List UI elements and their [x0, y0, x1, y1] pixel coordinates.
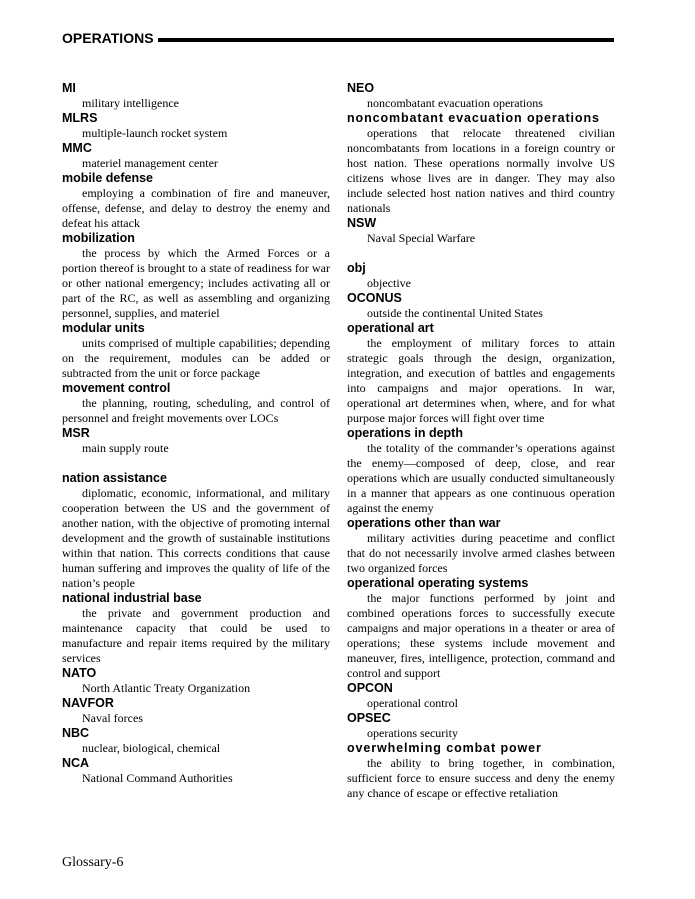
glossary-entry [62, 426, 330, 456]
glossary-entry [62, 696, 330, 726]
glossary-entry [347, 216, 615, 246]
glossary-term: operational operating systems [347, 576, 529, 590]
glossary-entry [347, 681, 615, 711]
glossary-term: noncombatant evacuation operations [347, 111, 600, 125]
glossary-term: OPSEC [347, 711, 391, 725]
glossary-term: NATO [62, 666, 97, 680]
glossary-definition: the process by which the Armed Forces or a portion thereof is brought to a state of readiness for war or other national emergency; includes activating all or part of the RC, as well as assembling and organizing personnel, supplies, and materiel [62, 246, 330, 320]
glossary-definition: materiel management center [82, 156, 218, 170]
glossary-definition: outside the continental United States [367, 306, 543, 320]
glossary-entry [62, 171, 330, 231]
glossary-term: MMC [62, 141, 92, 155]
glossary-entry [62, 471, 330, 591]
glossary-entry [347, 741, 615, 801]
glossary-entry [347, 261, 615, 291]
letter-group-spacer [347, 246, 615, 261]
glossary-entry [347, 111, 615, 216]
glossary-term: NCA [62, 756, 90, 770]
glossary-term: NEO [347, 81, 375, 95]
glossary-definition: noncombatant evacuation operations [367, 96, 543, 110]
glossary-definition: main supply route [82, 441, 169, 455]
glossary-definition: the planning, routing, scheduling, and control of personnel and freight movements over LOCs [62, 396, 330, 425]
glossary-term: OPCON [347, 681, 393, 695]
glossary-entry [62, 81, 330, 111]
glossary-definition: employing a combination of fire and maneuver, offense, defense, and delay to destroy the enemy and defeat his attack [62, 186, 330, 230]
glossary-entry [62, 666, 330, 696]
glossary-definition: objective [367, 276, 411, 290]
glossary-definition: the ability to bring together, in combination, sufficient force to ensure success and deny the enemy any chance of escape or effective retaliation [347, 756, 615, 800]
right-column [347, 81, 615, 801]
glossary-term: movement control [62, 381, 171, 395]
glossary-term: MLRS [62, 111, 98, 125]
glossary-term: modular units [62, 321, 145, 335]
glossary-definition: National Command Authorities [82, 771, 233, 785]
glossary-term: OCONUS [347, 291, 402, 305]
glossary-definition: Naval forces [82, 711, 143, 725]
glossary-entry [347, 711, 615, 741]
glossary-definition: nuclear, biological, chemical [82, 741, 221, 755]
glossary-definition: military activities during peacetime and conflict that do not necessarily involve armed clashes between two organized forces [347, 531, 615, 575]
glossary-definition: the employment of military forces to attain strategic goals through the design, organization, integration, and execution of battles and engagements into campaigns and major operations. In war, operational art determines when, where, and for what purpose major forces will fight over time [347, 336, 615, 425]
glossary-entry [62, 231, 330, 321]
glossary-definition: the private and government production and maintenance capacity that could be used to manufacture and repair items required by the military services [62, 606, 330, 665]
glossary-entry [62, 726, 330, 756]
glossary-definition: operations that relocate threatened civilian noncombatants from locations in a foreign country or host nation. These operations normally involve US citizens whose lives are in danger. They may also include selected host nation natives and third country nationals [347, 126, 615, 215]
left-column [62, 81, 330, 786]
glossary-entry [62, 111, 330, 141]
glossary-term: MI [62, 81, 76, 95]
glossary-term: NAVFOR [62, 696, 114, 710]
glossary-term: national industrial base [62, 591, 202, 605]
glossary-entry [62, 591, 330, 666]
glossary-entry [62, 756, 330, 786]
glossary-term: NBC [62, 726, 90, 740]
glossary-term: nation assistance [62, 471, 167, 485]
glossary-definition: multiple-launch rocket system [82, 126, 228, 140]
glossary-definition: the totality of the commander’s operations against the enemy—composed of deep, close, and rear operations which are usually conducted simultaneously in a manner that appears as one continuous operation against the enemy [347, 441, 615, 515]
glossary-term: obj [347, 261, 366, 275]
glossary-term: mobilization [62, 231, 135, 245]
running-head-title: OPERATIONS [62, 30, 154, 46]
glossary-entry [62, 321, 330, 381]
glossary-entry [347, 81, 615, 111]
glossary-definition: operations security [367, 726, 458, 740]
glossary-definition: Naval Special Warfare [367, 231, 476, 245]
glossary-entry [347, 291, 615, 321]
glossary-term: operations in depth [347, 426, 463, 440]
letter-group-spacer [62, 456, 330, 471]
glossary-term: operational art [347, 321, 434, 335]
glossary-definition: the major functions performed by joint and combined operations forces to successfully execute campaigns and major operations in a theater or area of operations; these systems include movement and maneuver, fires, intelligence, protection, command and control and support [347, 591, 615, 680]
glossary-entry [347, 516, 615, 576]
glossary-definition: North Atlantic Treaty Organization [82, 681, 251, 695]
glossary-term: NSW [347, 216, 377, 230]
glossary-definition: operational control [367, 696, 458, 710]
glossary-entry [347, 426, 615, 516]
header-rule [158, 38, 614, 42]
glossary-definition: diplomatic, economic, informational, and military cooperation between the US and the government of another nation, with the objective of promoting internal development and the growth of sustainable institutions within that nation. This corrects conditions that cause human suffering and improves the quality of life of the nation’s people [62, 486, 330, 590]
glossary-term: mobile defense [62, 171, 153, 185]
glossary-entry [62, 381, 330, 426]
glossary-definition: units comprised of multiple capabilities; depending on the requirement, modules can be added or subtracted from the unit or force package [62, 336, 330, 380]
glossary-entry [347, 321, 615, 426]
glossary-entry [62, 141, 330, 171]
glossary-term: operations other than war [347, 516, 501, 530]
glossary-entry [347, 576, 615, 681]
page-number: Glossary-6 [62, 855, 124, 870]
glossary-term: MSR [62, 426, 90, 440]
glossary-term: overwhelming combat power [347, 741, 542, 755]
glossary-definition: military intelligence [82, 96, 179, 110]
